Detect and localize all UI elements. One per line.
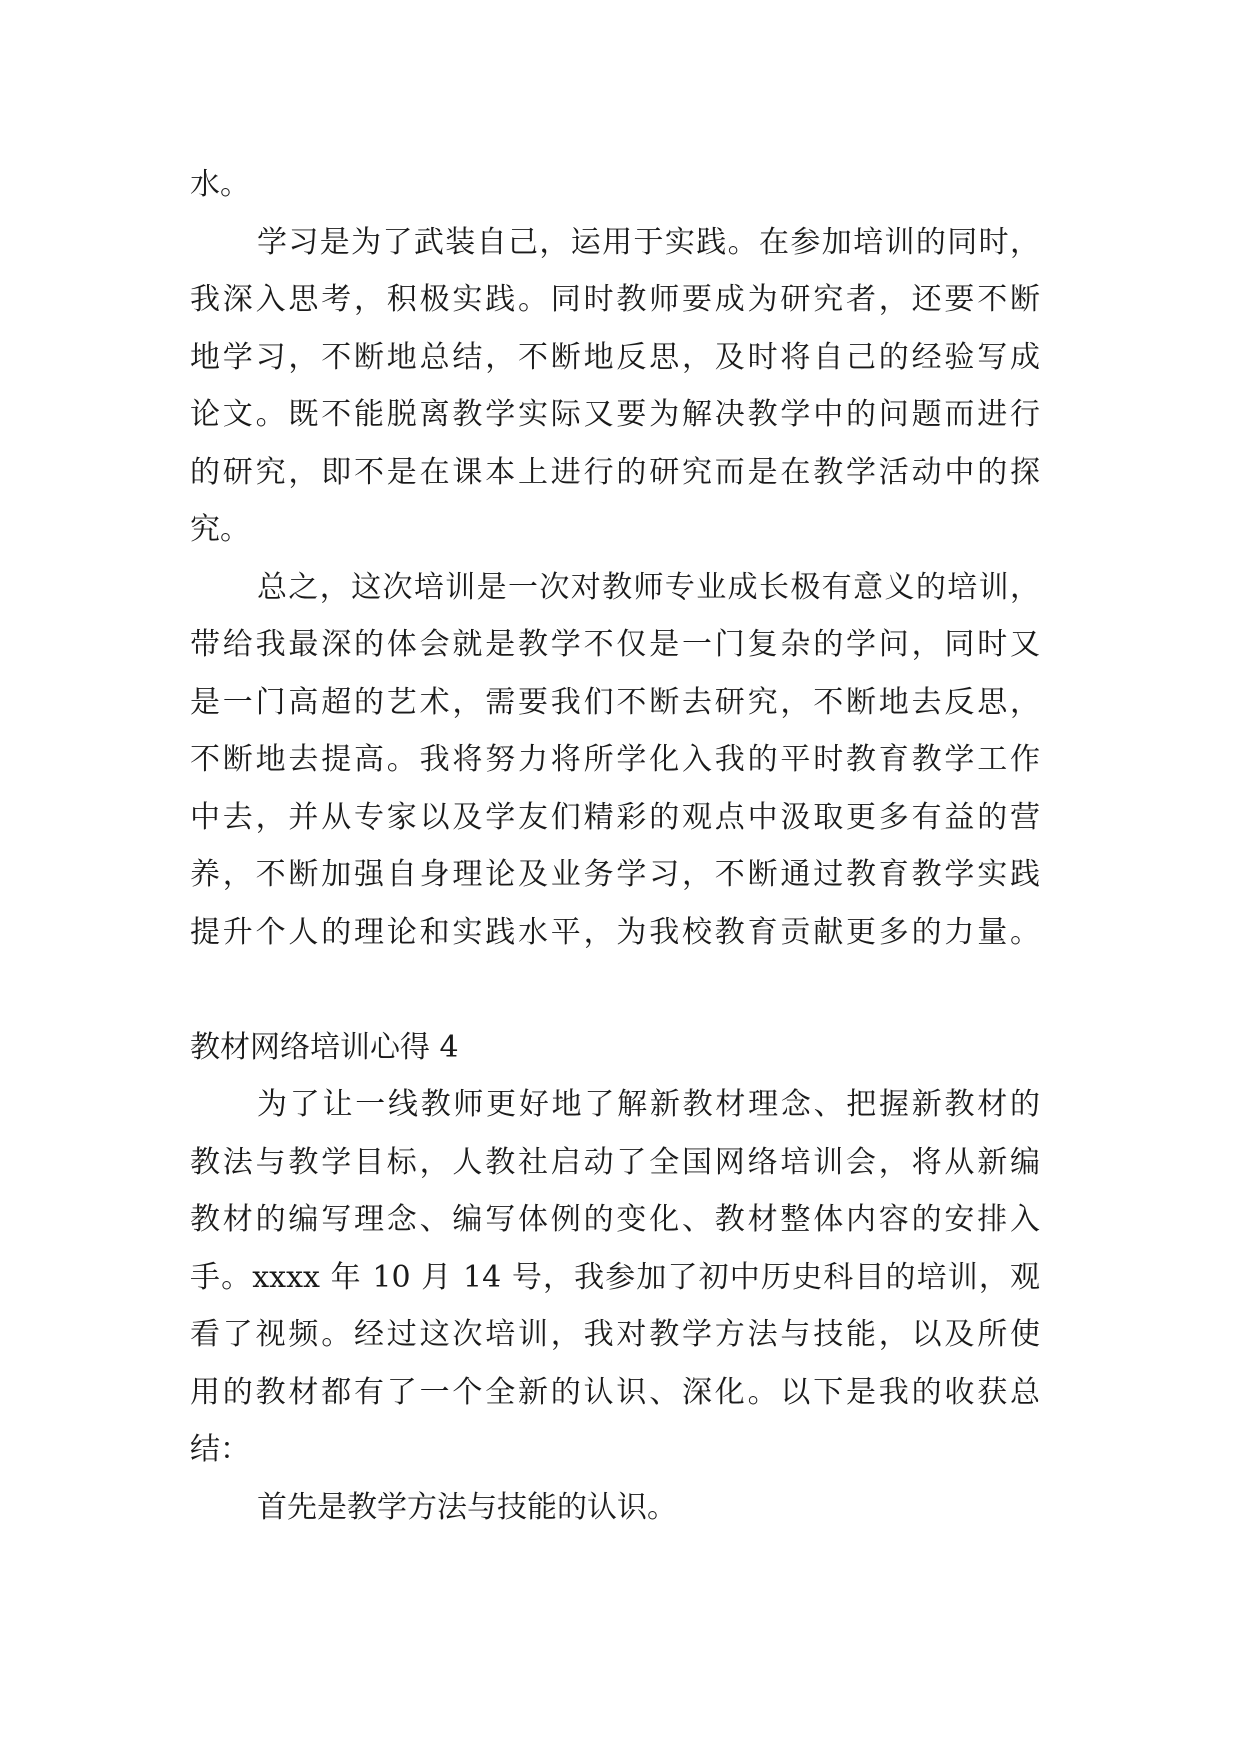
paragraph-line: 的研究，即不是在课本上进行的研究而是在教学活动中的探	[190, 455, 1040, 490]
paragraph-line: 首先是教学方法与技能的认识。	[257, 1490, 677, 1525]
paragraph-line: 提升个人的理论和实践水平，为我校教育贡献更多的力量。	[190, 915, 1040, 950]
paragraph-line: 养，不断加强自身理论及业务学习，不断通过教育教学实践	[190, 857, 1040, 892]
paragraph-line: 教法与教学目标，人教社启动了全国网络培训会，将从新编	[190, 1145, 1040, 1180]
paragraph-line: 水。	[190, 167, 250, 202]
paragraph-line: 不断地去提高。我将努力将所学化入我的平时教育教学工作	[190, 742, 1040, 777]
paragraph-line: 教材的编写理念、编写体例的变化、教材整体内容的安排入	[190, 1202, 1040, 1237]
paragraph-line: 带给我最深的体会就是教学不仅是一门复杂的学问，同时又	[190, 627, 1040, 662]
paragraph-line: 地学习，不断地总结，不断地反思，及时将自己的经验写成	[190, 340, 1040, 375]
paragraph-line: 看了视频。经过这次培训，我对教学方法与技能，以及所使	[190, 1317, 1040, 1352]
paragraph-line: 总之，这次培训是一次对教师专业成长极有意义的培训，	[257, 570, 1040, 605]
paragraph-line: 中去，并从专家以及学友们精彩的观点中汲取更多有益的营	[190, 800, 1040, 835]
section-heading: 教材网络培训心得 4	[190, 1030, 459, 1065]
paragraph-line: 是一门高超的艺术，需要我们不断去研究，不断地去反思，	[190, 685, 1040, 720]
paragraph-line: 学习是为了武装自己，运用于实践。在参加培训的同时，	[257, 225, 1040, 260]
paragraph-line: 究。	[190, 512, 250, 547]
paragraph-line: 手。xxxx 年 10 月 14 号，我参加了初中历史科目的培训，观	[190, 1260, 1040, 1295]
paragraph-line: 论文。既不能脱离教学实际又要为解决教学中的问题而进行	[190, 397, 1040, 432]
paragraph-line: 结：	[190, 1432, 250, 1467]
paragraph-line: 用的教材都有了一个全新的认识、深化。以下是我的收获总	[190, 1375, 1040, 1410]
paragraph-line: 为了让一线教师更好地了解新教材理念、把握新教材的	[257, 1087, 1040, 1122]
paragraph-line: 我深入思考，积极实践。同时教师要成为研究者，还要不断	[190, 282, 1040, 317]
